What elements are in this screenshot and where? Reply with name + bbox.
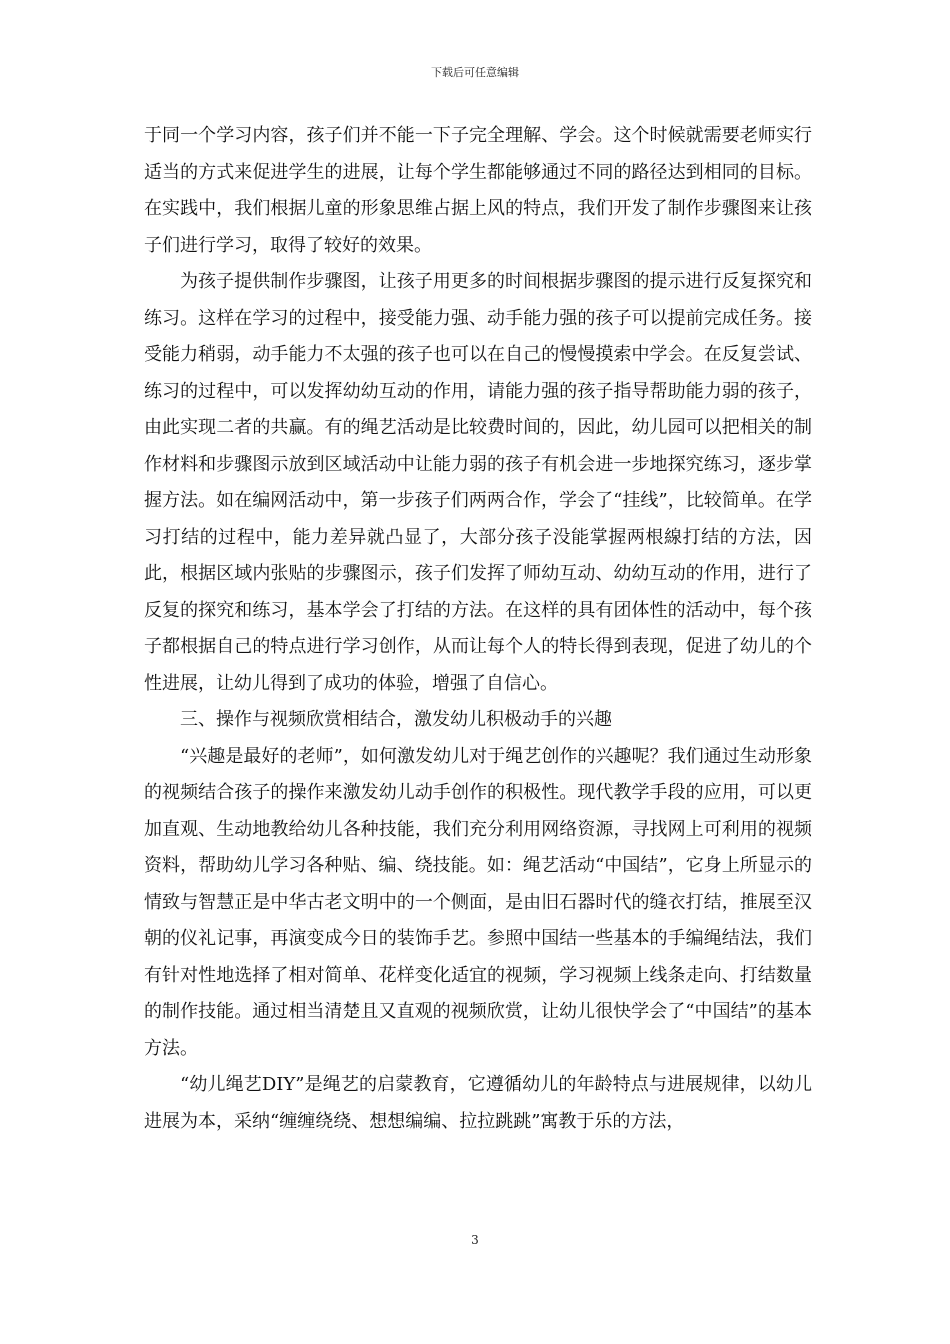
paragraph-interest: “兴趣是最好的老师”，如何激发幼儿对于绳艺创作的兴趣呢？我们通过生动形象的视频结合孩子的操作来激发幼儿动手创作的积极性。现代教学手段的应用，可以更加直观、生动地教给幼儿各种技能，我们充分利用网络资源，寻找网上可利用的视频资料，帮助幼儿学习各种贴、编、绕技能。如：绳艺活动“中国结”，它身上所显示的情致与智慧正是中华古老文明中的一个侧面，是由旧石器时代的缝衣打结，推展至汉朝的仪礼记事，再演变成今日的装饰手艺。参照中国结一些基本的手编绳结法，我们有针对性地选择了相对简单、花样变化适宜的视频，学习视频上线条走向、打结数量的制作技能。通过相当清楚且又直观的视频欣赏，让幼儿很快学会了“中国结”的基本方法。 bbox=[144, 745, 812, 1059]
page-number: 3 bbox=[471, 1233, 479, 1247]
paragraph-continuation: 于同一个学习内容，孩子们并不能一下子完全理解、学会。这个时候就需要老师实行适当的方式来促进学生的进展，让每个学生都能够通过不同的路径达到相同的目标。在实践中，我们根据儿童的形象思维占据上风的特点，我们开发了制作步骤图来让孩子们进行学习，取得了较好的效果。 bbox=[144, 125, 812, 256]
section-heading: 三、操作与视频欣赏相结合，激发幼儿积极动手的兴趣 bbox=[180, 709, 612, 730]
document-body bbox=[144, 118, 812, 1140]
page-header: 下载后可任意编辑 bbox=[431, 66, 519, 79]
paragraph-diy: “幼儿绳艺DIY”是绳艺的启蒙教育，它遵循幼儿的年龄特点与进展规律，以幼儿进展为本，采纳“缠缠绕绕、想想编编、拉拉跳跳”寓教于乐的方法， bbox=[144, 1074, 812, 1132]
paragraph-step-diagram: 为孩子提供制作步骤图，让孩子用更多的时间根据步骤图的提示进行反复探究和练习。这样在学习的过程中，接受能力强、动手能力强的孩子可以提前完成任务。接受能力稍弱，动手能力不太强的孩子也可以在自己的慢慢摸索中学会。在反复尝试、练习的过程中，可以发挥幼幼互动的作用，请能力强的孩子指导帮助能力弱的孩子，由此实现二者的共赢。有的绳艺活动是比较费时间的，因此，幼儿园可以把相关的制作材料和步骤图示放到区域活动中让能力弱的孩子有机会进一步地探究练习，逐步掌握方法。如在编网活动中，第一步孩子们两两合作，学会了“挂线”，比较简单。在学习打结的过程中，能力差异就凸显了，大部分孩子没能掌握两根線打结的方法，因此，根据区域内张贴的步骤图示，孩子们发挥了师幼互动、幼幼互动的作用，进行了反复的探究和练习，基本学会了打结的方法。在这样的具有团体性的活动中，每个孩子都根据自己的特点进行学习创作，从而让每个人的特长得到表现，促进了幼儿的个性进展，让幼儿得到了成功的体验，增强了自信心。 bbox=[144, 271, 812, 694]
